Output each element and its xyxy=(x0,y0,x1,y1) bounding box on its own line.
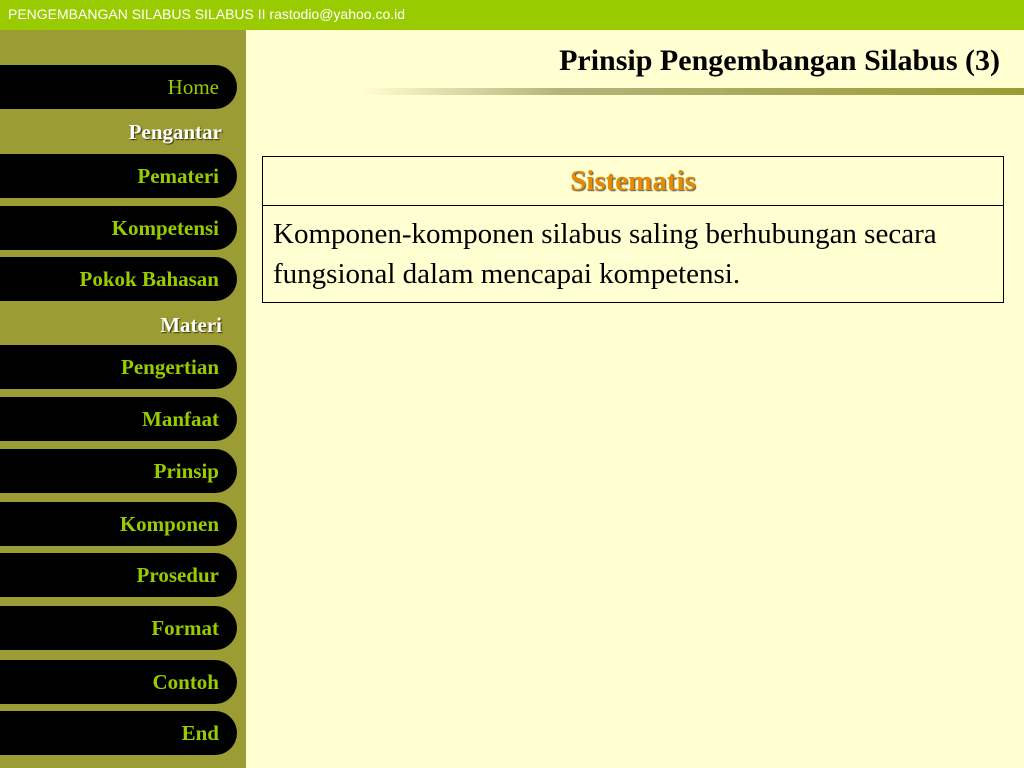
table-heading-cell: Sistematis xyxy=(263,157,1004,206)
section-label-pengantar: Pengantar xyxy=(128,120,222,144)
table-header-row xyxy=(263,157,1004,206)
table-body-row xyxy=(263,206,1004,303)
nav-contoh-button[interactable]: Contoh xyxy=(0,660,237,704)
nav-format-button[interactable]: Format xyxy=(0,606,237,650)
content-table xyxy=(262,156,1004,303)
top-banner xyxy=(0,0,1024,30)
nav-kompetensi-button[interactable]: Kompetensi xyxy=(0,206,237,250)
nav-manfaat-button[interactable]: Manfaat xyxy=(0,397,237,441)
sidebar xyxy=(0,30,246,768)
nav-prosedur-button[interactable]: Prosedur xyxy=(0,553,237,597)
table-body-cell: Komponen-komponen silabus saling berhubungan secara fungsional dalam mencapai kompetensi. xyxy=(263,206,1004,303)
nav-pengertian-button[interactable]: Pengertian xyxy=(0,345,237,389)
nav-pokok-bahasan-button[interactable]: Pokok Bahasan xyxy=(0,257,237,301)
nav-pemateri-button[interactable]: Pemateri xyxy=(0,154,237,198)
nav-home-button[interactable]: Home xyxy=(0,65,237,109)
banner-text: PENGEMBANGAN SILABUS SILABUS II rastodio@yahoo.co.id xyxy=(8,6,406,22)
page-title: Prinsip Pengembangan Silabus (3) xyxy=(559,44,1000,77)
title-divider xyxy=(360,88,1024,95)
nav-end-button[interactable]: End xyxy=(0,711,237,755)
section-label-materi: Materi xyxy=(160,313,222,337)
nav-komponen-button[interactable]: Komponen xyxy=(0,502,237,546)
nav-prinsip-button[interactable]: Prinsip xyxy=(0,449,237,493)
